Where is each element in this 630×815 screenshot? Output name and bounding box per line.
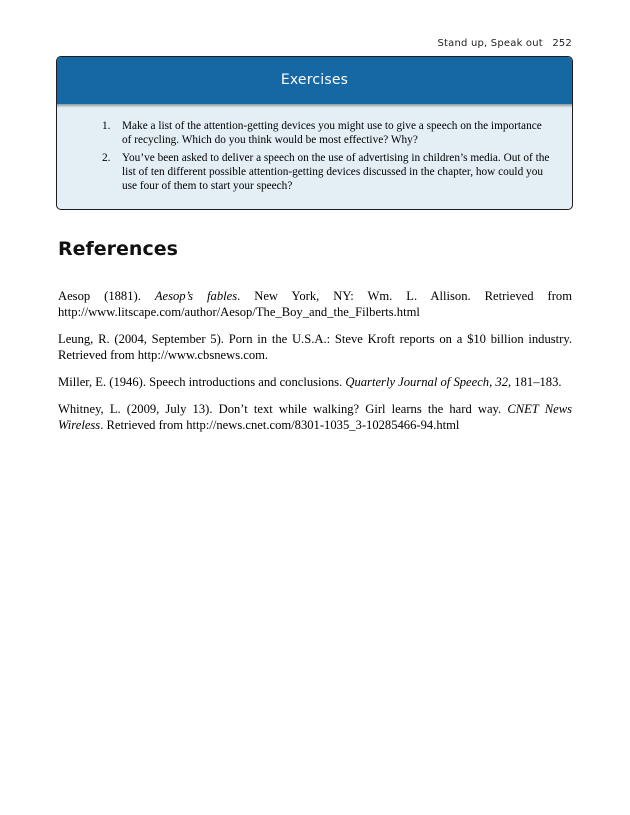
exercises-list	[102, 119, 550, 197]
reference-text: Whitney, L. (2009, July 13). Don’t text while walking? Girl learns the hard way.	[58, 402, 508, 416]
reference-entry	[58, 401, 572, 433]
exercises-header	[56, 56, 573, 104]
reference-text: . New York, NY: Wm. L. Allison. Retrieved from http://www.litscape.com/author/Aesop/The_Boy_and_the_Filberts.html	[58, 289, 572, 319]
exercise-item	[102, 151, 550, 193]
references-heading: References	[58, 238, 178, 260]
exercise-item	[102, 119, 550, 147]
reference-text: , 181–183.	[508, 375, 562, 389]
exercises-title: Exercises	[280, 72, 349, 88]
exercise-number: 1.	[102, 120, 111, 132]
reference-italic-title: CNET News Wireless	[58, 402, 572, 432]
exercises-box	[56, 56, 573, 210]
reference-entry	[58, 374, 572, 390]
reference-text: . Retrieved from http://news.cnet.com/8301-1035_3-10285466-94.html	[100, 418, 460, 432]
page-number: 252	[552, 38, 572, 49]
reference-italic-title: Quarterly Journal of Speech, 32	[345, 375, 508, 389]
references-list	[58, 288, 572, 444]
reference-text: Aesop (1881).	[58, 289, 155, 303]
reference-entry	[58, 288, 572, 320]
reference-entry	[58, 331, 572, 363]
reference-text: Miller, E. (1946). Speech introductions and conclusions.	[58, 375, 346, 389]
running-header	[437, 38, 572, 49]
reference-italic-title: Aesop’s fables	[154, 289, 238, 303]
exercise-text: Make a list of the attention-getting devices you might use to give a speech on the importance of recycling. Which do you think would be most effective? Why?	[122, 120, 542, 146]
exercise-text: You’ve been asked to deliver a speech on the use of advertising in children’s media. Out of the list of ten different possible attention-getting devices discussed in the chapter, how could you use four of them to start your speech?	[122, 152, 550, 192]
running-header-title: Stand up, Speak out	[437, 38, 543, 49]
reference-text: Leung, R. (2004, September 5). Porn in the U.S.A.: Steve Kroft reports on a $10 billion industry. Retrieved from http://www.cbsnews.com.	[58, 332, 572, 362]
exercise-number: 2.	[102, 152, 111, 164]
